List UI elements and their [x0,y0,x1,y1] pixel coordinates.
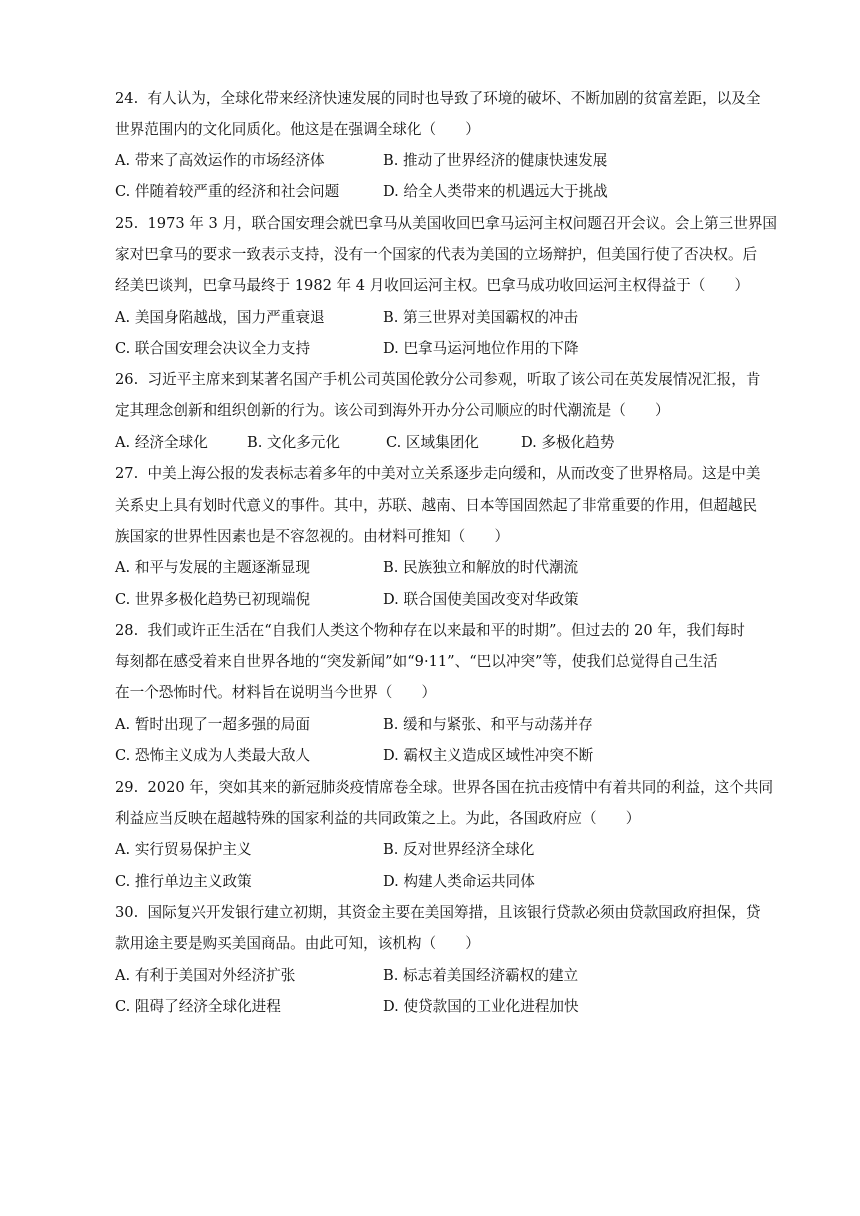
question-27-option-d: D. 联合国使美国改变对华政策 [383,591,579,608]
question-27-line-2: 关系史上具有划时代意义的事件。其中，苏联、越南、日本等国固然起了非常重要的作用，但超越民 [115,497,758,514]
question-28-text: 我们或许正生活在“自我们人类这个物种存在以来最和平的时期”。但过去的 20 年，我们每时 [147,622,745,639]
question-25-option-a: A. 美国身陷越战，国力严重衰退 [115,309,325,326]
question-24-line-1 [115,89,760,109]
question-26-line-2: 定其理念创新和组织创新的行为。该公司到海外开办分公司顺应的时代潮流是（ ） [115,402,670,419]
question-26-option-b: B. 文化多元化 [247,434,340,451]
question-25-text: 1973 年 3 月，联合国安理会就巴拿马从美国收回巴拿马运河主权问题召开会议。会上第三世界国 [147,215,778,232]
question-28-option-d: D. 霸权主义造成区域性冲突不断 [383,747,594,764]
question-30-option-a: A. 有利于美国对外经济扩张 [115,967,296,984]
question-24-line-2: 世界范围内的文化同质化。他这是在强调全球化（ ） [115,121,480,138]
question-28-option-b: B. 缓和与紧张、和平与动荡并存 [383,716,593,733]
question-24-option-b: B. 推动了世界经济的健康快速发展 [383,152,608,169]
question-30-line-2: 款用途主要是购买美国商品。由此可知，该机构（ ） [115,935,480,952]
question-29-option-c: C. 推行单边主义政策 [115,873,252,890]
question-27-text: 中美上海公报的发表标志着多年的中美对立关系逐步走向缓和，从而改变了世界格局。这是中美 [147,465,761,482]
question-29-line-2: 利益应当反映在超越特殊的国家利益的共同政策之上。为此，各国政府应（ ） [115,810,641,827]
question-30-option-b: B. 标志着美国经济霸权的建立 [383,967,579,984]
question-28-option-c: C. 恐怖主义成为人类最大敌人 [115,747,311,764]
question-29-option-d: D. 构建人类命运共同体 [383,873,535,890]
question-26-number: 26. [115,371,139,388]
question-27-number: 27. [115,465,139,482]
question-27-line-1 [115,464,760,484]
question-30-text: 国际复兴开发银行建立初期，其资金主要在美国筹措，且该银行贷款必须由贷款国政府担保，贷 [147,904,761,921]
question-27-line-3: 族国家的世界性因素也是不容忽视的。由材料可推知（ ） [115,528,510,545]
question-24-text: 有人认为，全球化带来经济快速发展的同时也导致了环境的破坏、不断加剧的贫富差距，以及全 [147,90,761,107]
question-26-text: 习近平主席来到某著名国产手机公司英国伦敦分公司参观，听取了该公司在英发展情况汇报，肯 [147,371,761,388]
question-29-number: 29. [115,779,139,796]
question-30-option-c: C. 阻碍了经济全球化进程 [115,998,281,1015]
question-28-option-a: A. 暂时出现了一超多强的局面 [115,716,310,733]
question-25-line-3: 经美巴谈判，巴拿马最终于 1982 年 4 月收回运河主权。巴拿马成功收回运河主权得益于（ ） [115,277,750,294]
question-27-option-a: A. 和平与发展的主题逐渐显现 [115,559,310,576]
question-28-number: 28. [115,622,139,639]
question-30-line-1 [115,903,760,923]
question-26-line-1 [115,370,760,390]
question-25-number: 25. [115,215,139,232]
question-29-option-a: A. 实行贸易保护主义 [115,841,252,858]
question-25-option-c: C. 联合国安理会决议全力支持 [115,340,311,357]
question-29-text: 2020 年，突如其来的新冠肺炎疫情席卷全球。世界各国在抗击疫情中有着共同的利益，这个共同 [147,779,774,796]
question-28-line-3: 在一个恐怖时代。材料旨在说明当今世界（ ） [115,684,437,701]
question-29-option-b: B. 反对世界经济全球化 [383,841,535,858]
question-30-number: 30. [115,904,139,921]
question-25-option-b: B. 第三世界对美国霸权的冲击 [383,309,579,326]
question-27-option-b: B. 民族独立和解放的时代潮流 [383,559,579,576]
question-24-number: 24. [115,90,139,107]
question-25-option-d: D. 巴拿马运河地位作用的下降 [383,340,579,357]
question-29-line-1 [115,778,773,798]
question-30-option-d: D. 使贷款国的工业化进程加快 [383,998,579,1015]
question-26-option-a: A. 经济全球化 [115,434,208,451]
question-26-option-d: D. 多极化趋势 [521,434,615,451]
question-28-line-1 [115,621,745,641]
question-25-line-2: 家对巴拿马的要求一致表示支持，没有一个国家的代表为美国的立场辩护，但美国行使了否决权。后 [115,246,758,263]
question-26-option-c: C. 区域集团化 [386,434,479,451]
question-24-option-a: A. 带来了高效运作的市场经济体 [115,152,325,169]
question-27-option-c: C. 世界多极化趋势已初现端倪 [115,591,311,608]
question-25-line-1 [115,214,777,234]
question-24-option-d: D. 给全人类带来的机遇远大于挑战 [383,183,608,200]
question-28-line-2: 每刻都在感受着来自世界各地的“突发新闻”如“9·11”、“巴以冲突”等，使我们总觉得自己生活 [115,653,718,670]
question-24-option-c: C. 伴随着较严重的经济和社会问题 [115,183,340,200]
